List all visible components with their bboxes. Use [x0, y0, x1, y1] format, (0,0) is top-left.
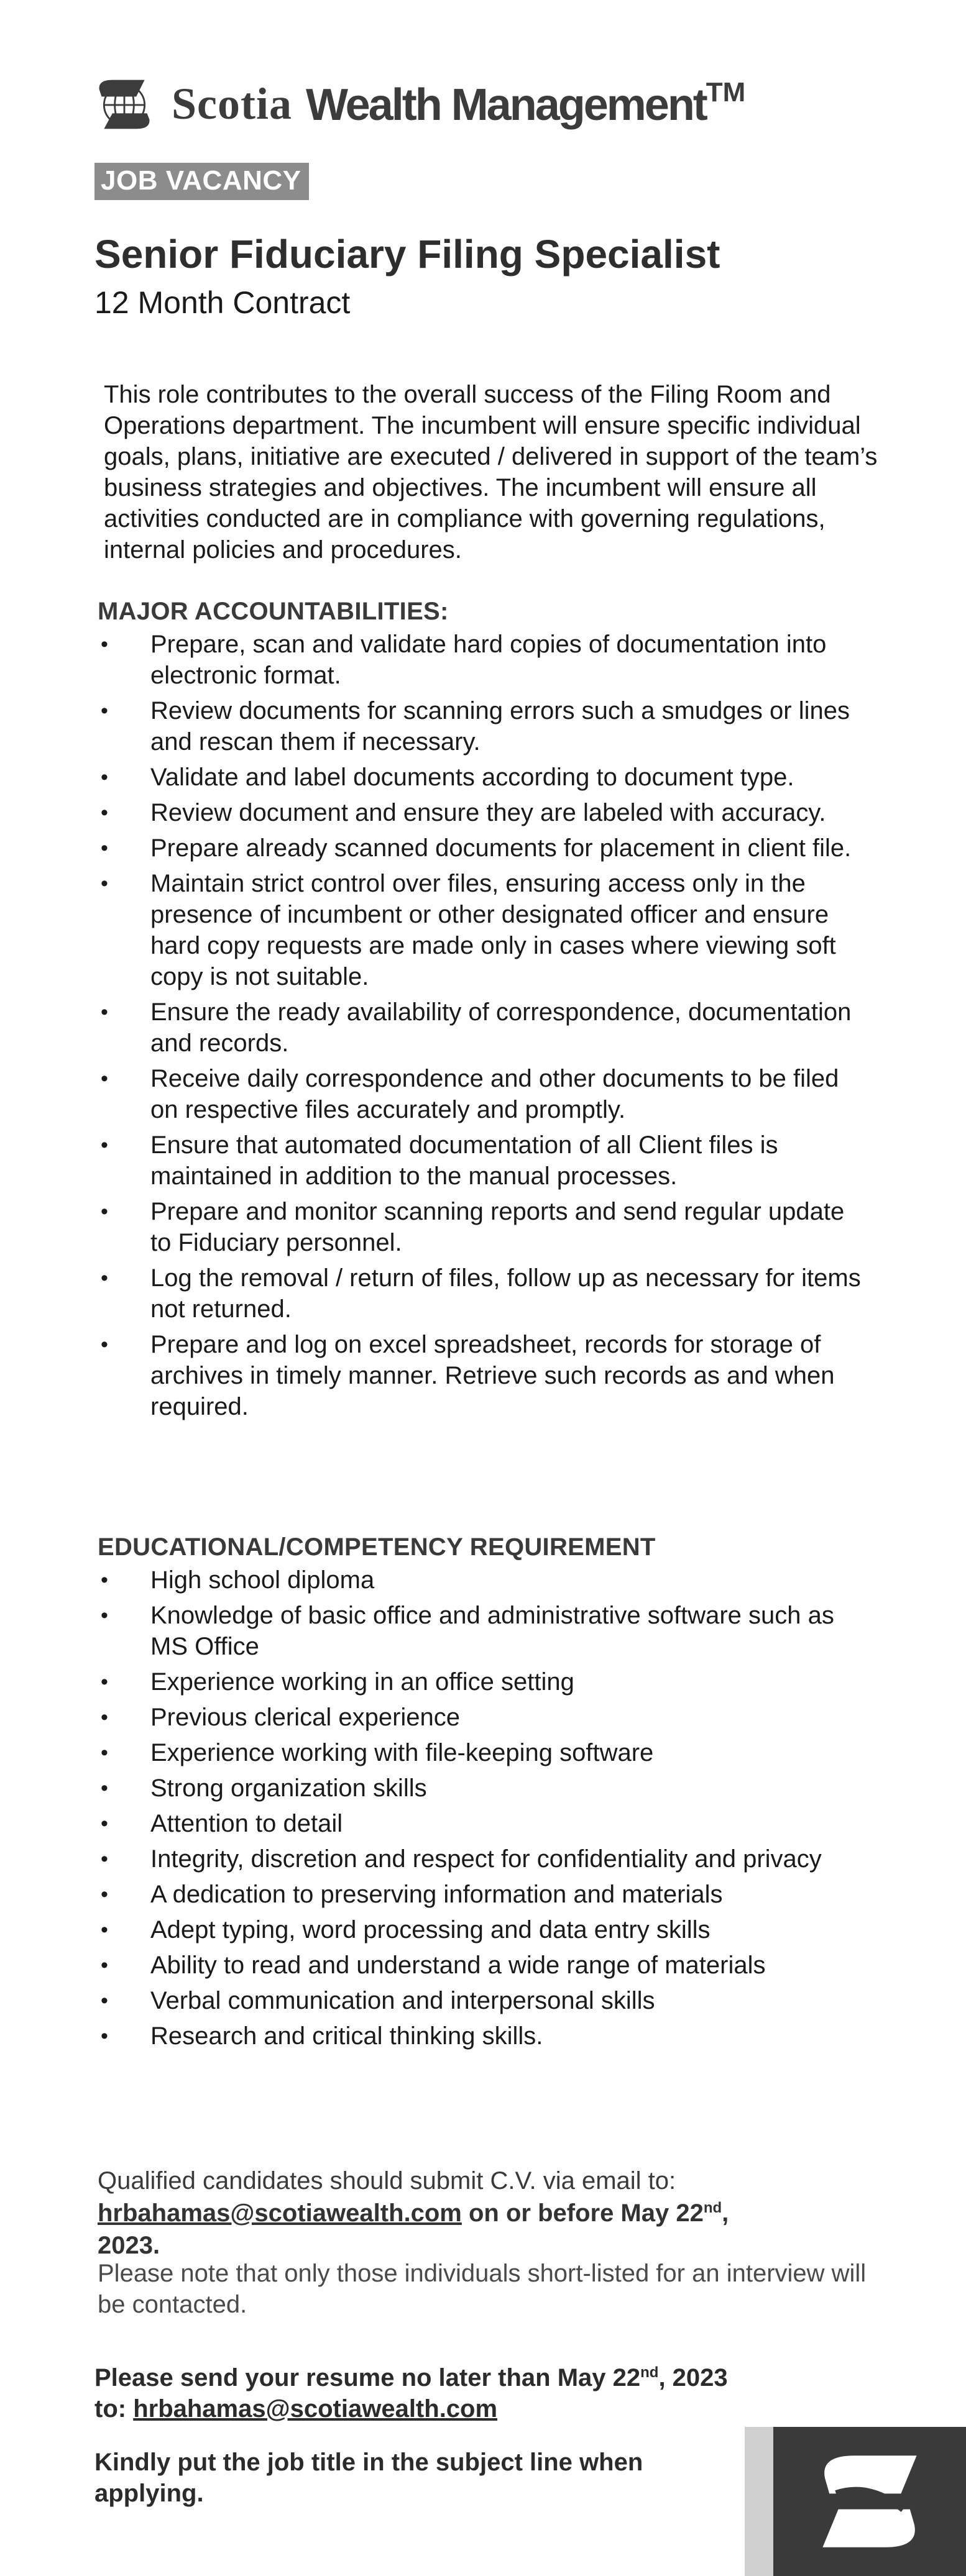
bullet-icon: • [101, 1776, 108, 1800]
apply-email-link[interactable]: hrbahamas@scotiawealth.com [98, 2199, 462, 2227]
list-item [93, 629, 861, 691]
list-item-text: Adept typing, word processing and data entry skills [150, 1916, 711, 1943]
list-item [93, 695, 861, 757]
list-item [93, 1737, 861, 1768]
list-item-text: Ensure that automated documentation of all Client files is maintained in addition to the manual processes. [150, 1131, 778, 1190]
send-deadline-post: , 2023 [658, 2364, 728, 2391]
apply-deadline-sup: nd [703, 2199, 722, 2216]
accountabilities-heading: MAJOR ACCOUNTABILITIES: [98, 598, 449, 625]
list-item-text: Review documents for scanning errors such a smudges or lines and rescan them if necessary. [150, 697, 850, 756]
bullet-icon: • [101, 1568, 108, 1592]
list-item-text: Prepare and log on excel spreadsheet, records for storage of archives in timely manner. Retrieve such records as and when required. [150, 1331, 835, 1420]
list-item-text: Previous clerical experience [150, 1704, 461, 1731]
brand-wealth-management-text [306, 77, 745, 130]
scotia-s-logo-icon [814, 2449, 926, 2554]
bullet-icon: • [101, 872, 108, 895]
list-item-text: Experience working in an office setting [150, 1668, 574, 1696]
list-item [93, 1914, 861, 1945]
list-item [93, 868, 861, 992]
list-item-text: Strong organization skills [150, 1774, 427, 1802]
send-deadline-pre: Please send your resume no later than May 22 [94, 2364, 641, 2391]
list-item [93, 1263, 861, 1325]
list-item [93, 1329, 861, 1422]
list-item [93, 1564, 861, 1596]
list-item-text: High school diploma [150, 1566, 375, 1594]
list-item [93, 1773, 861, 1804]
list-item [93, 797, 861, 828]
bullet-icon: • [101, 1133, 108, 1157]
bullet-icon: • [101, 1883, 108, 1906]
education-list [93, 1564, 861, 2056]
job-vacancy-badge: JOB VACANCY [94, 163, 309, 200]
scotia-s-globe-icon [94, 74, 154, 134]
list-item [93, 762, 861, 793]
corner-logo-block [773, 2427, 966, 2576]
bullet-icon: • [101, 1918, 108, 1942]
list-item [93, 997, 861, 1059]
shortlist-note: Please note that only those individuals short-listed for an interview will be contacted. [98, 2260, 867, 2318]
corner-accent-bar [745, 2427, 773, 2576]
bullet-icon: • [101, 1670, 108, 1694]
list-item-text: Prepare already scanned documents for placement in client file. [150, 834, 852, 862]
bullet-icon: • [101, 699, 108, 723]
application-instructions [98, 2165, 794, 2262]
send-to-label: to: [94, 2395, 134, 2423]
list-item-text: Integrity, discretion and respect for confidentiality and privacy [150, 1845, 822, 1873]
list-item-text: Log the removal / return of files, follow up as necessary for items not returned. [150, 1264, 861, 1323]
list-item-text: Receive daily correspondence and other documents to be filed on respective files accurately and promptly. [150, 1065, 839, 1123]
brand-wm-label: Wealth Management [305, 80, 706, 130]
apply-line: Qualified candidates should submit C.V. via email to: [98, 2167, 676, 2195]
bullet-icon: • [101, 1812, 108, 1835]
list-item-text: Prepare and monitor scanning reports and send regular update to Fiduciary personnel. [150, 1198, 845, 1256]
list-item [93, 1985, 861, 2016]
list-item-text: Verbal communication and interpersonal skills [150, 1987, 655, 2014]
trademark-mark: TM [706, 77, 746, 107]
list-item-text: Experience working with file-keeping software [150, 1739, 654, 1766]
list-item-text: Knowledge of basic office and administrative software such as MS Office [150, 1602, 834, 1660]
list-item-text: Validate and label documents according to document type. [150, 764, 794, 791]
bullet-icon: • [101, 836, 108, 860]
list-item-text: Ability to read and understand a wide range of materials [150, 1952, 766, 1979]
list-item-text: Review document and ensure they are labeled with accuracy. [150, 799, 826, 826]
bullet-icon: • [101, 1741, 108, 1765]
subject-line-note: Kindly put the job title in the subject line when applying. [94, 2449, 643, 2507]
list-item [93, 1702, 861, 1733]
accountabilities-list [93, 629, 861, 1427]
send-deadline-sup: nd [640, 2364, 659, 2381]
list-item [93, 1666, 861, 1697]
list-item [93, 1130, 861, 1192]
list-item [93, 1600, 861, 1662]
bullet-icon: • [101, 633, 108, 656]
apply-deadline-post: , 2023. [98, 2199, 729, 2259]
bullet-icon: • [101, 1333, 108, 1356]
list-item [93, 1808, 861, 1839]
bullet-icon: • [101, 1989, 108, 2012]
list-item [93, 2021, 861, 2052]
list-item [93, 1196, 861, 1258]
education-heading: EDUCATIONAL/COMPETENCY REQUIREMENT [98, 1533, 656, 1561]
list-item-text: A dedication to preserving information and materials [150, 1881, 723, 1908]
list-item [93, 1879, 861, 1910]
list-item-text: Prepare, scan and validate hard copies of documentation into electronic format. [150, 631, 827, 689]
bullet-icon: • [101, 1847, 108, 1871]
bullet-icon: • [101, 2024, 108, 2048]
list-item [93, 1843, 861, 1875]
job-subtitle: 12 Month Contract [94, 285, 351, 320]
bullet-icon: • [101, 1706, 108, 1729]
role-intro: This role contributes to the overall success of the Filing Room and Operations department. The incumbent will ensure specific individual goals, plans, initiative are executed / delivered in support of the team’s business strategies and objectives. The incumbent will ensure all activities conducted are in compliance with governing regulations, internal policies and procedures. [104, 381, 878, 564]
send-resume-instructions [94, 2362, 778, 2424]
bullet-icon: • [101, 1067, 108, 1090]
bullet-icon: • [101, 1000, 108, 1024]
list-item [93, 1063, 861, 1125]
bullet-icon: • [101, 1604, 108, 1627]
bullet-icon: • [101, 1266, 108, 1290]
brand-scotia-text: Scotia [172, 78, 292, 129]
list-item-text: Ensure the ready availability of correspondence, documentation and records. [150, 998, 852, 1057]
send-email-link[interactable]: hrbahamas@scotiawealth.com [133, 2395, 498, 2423]
apply-deadline-pre: on or before May 22 [461, 2199, 704, 2227]
list-item-text: Research and critical thinking skills. [150, 2022, 543, 2050]
job-title: Senior Fiduciary Filing Specialist [94, 232, 720, 276]
bullet-icon: • [101, 1200, 108, 1223]
list-item-text: Attention to detail [150, 1810, 343, 1837]
list-item [93, 833, 861, 864]
bullet-icon: • [101, 765, 108, 789]
bullet-icon: • [101, 1953, 108, 1977]
list-item-text: Maintain strict control over files, ensuring access only in the presence of incumbent or other designated officer and ensure hard copy requests are made only in cases where viewing soft copy is not suitable. [150, 870, 836, 990]
bullet-icon: • [101, 801, 108, 824]
brand-header [94, 70, 745, 138]
list-item [93, 1950, 861, 1981]
